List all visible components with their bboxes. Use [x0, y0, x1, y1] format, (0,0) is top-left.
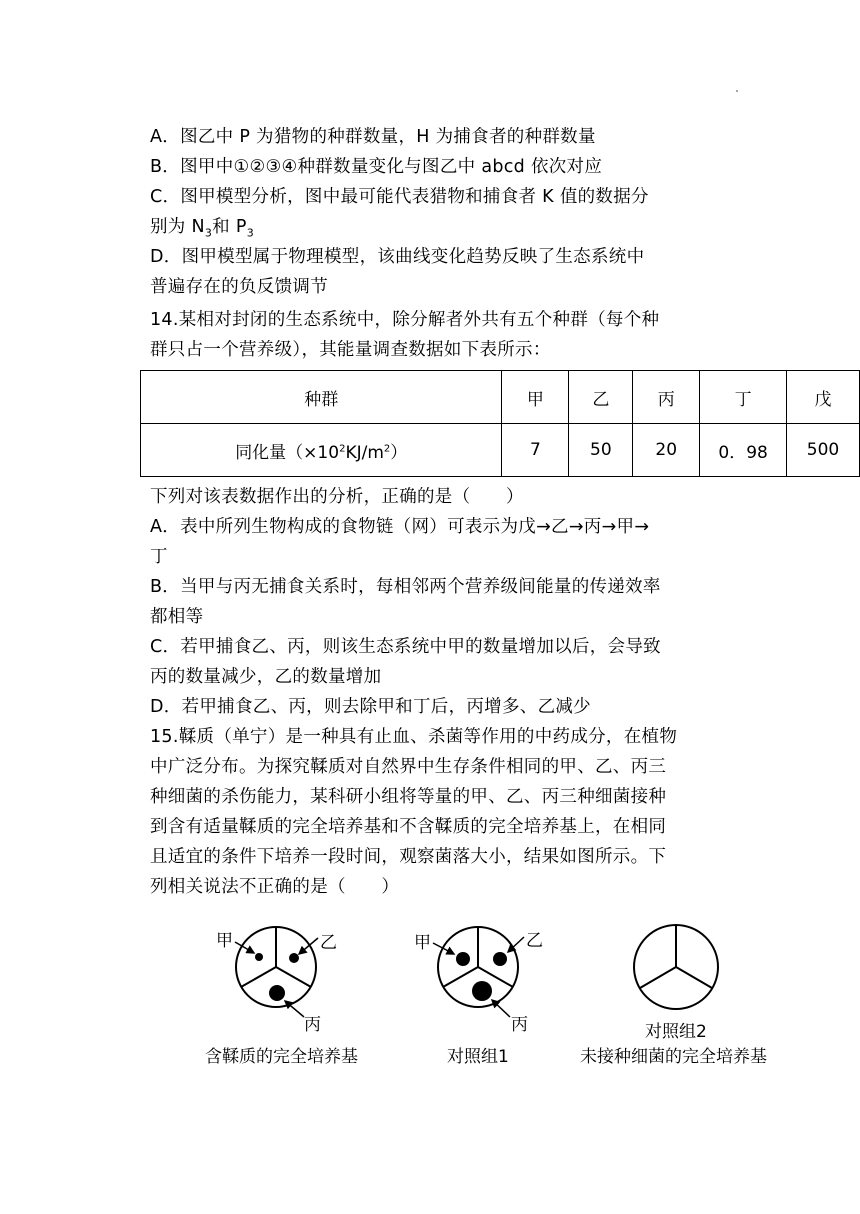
label-bing: 丙	[304, 1015, 321, 1035]
table-cell: 0．98	[700, 424, 787, 477]
table-header-cell: 种群	[141, 371, 502, 424]
q14-option-c-line2: 丙的数量减少，乙的数量增加	[150, 667, 382, 687]
dish-control-1	[414, 927, 543, 1035]
label-yi: 乙	[320, 933, 337, 953]
table-header-cell: 丁	[700, 371, 787, 424]
q13-option-c-line2: 别为 $N_3$和 $P_3$	[150, 217, 254, 240]
colony-jia	[456, 952, 470, 966]
q13-option-b: B．图甲中①②③④种群数量变化与图乙中 abcd 依次对应	[150, 157, 603, 177]
q14-stem-line1: 14.某相对封闭的生态系统中，除分解者外共有五个种群（每个种	[150, 310, 660, 330]
q15-stem-line4: 到含有适量鞣质的完全培养基和不含鞣质的完全培养基上，在相同	[150, 817, 667, 837]
q15-stem-line6: 列相关说法不正确的是（ ）	[150, 877, 400, 897]
table-header-cell: 丙	[633, 371, 700, 424]
colony-yi	[289, 953, 299, 963]
colony-bing	[472, 981, 492, 1001]
q14-option-b-line2: 都相等	[150, 607, 204, 627]
caption-control-1: 对照组1	[447, 1047, 509, 1067]
q14-option-d: D．若甲捕食乙、丙，则去除甲和丁后，丙增多、乙减少	[150, 697, 591, 717]
q15-stem-line3: 种细菌的杀伤能力，某科研小组将等量的甲、乙、丙三种细菌接种	[150, 787, 667, 807]
colony-yi	[493, 952, 507, 966]
q13-option-d-line2: 普遍存在的负反馈调节	[150, 277, 328, 297]
q15-stem-line1: 15.鞣质（单宁）是一种具有止血、杀菌等作用的中药成分，在植物	[150, 727, 678, 747]
dish-control-2	[634, 925, 718, 1009]
colony-jia	[255, 953, 263, 961]
table-cell: 20	[633, 424, 700, 477]
caption-with-tannin: 含鞣质的完全培养基	[205, 1047, 358, 1067]
table-cell: 7	[502, 424, 569, 477]
label-jia: 甲	[216, 931, 233, 951]
caption-control-2: 对照组2	[645, 1022, 707, 1042]
table-header-cell: 甲	[502, 371, 569, 424]
table-row-label: 同化量$(\times 10^2KJ/m^2)$	[141, 424, 502, 477]
table-row	[141, 424, 860, 477]
table-cell: 50	[569, 424, 633, 477]
q13-option-c-line1: C．图甲模型分析，图中最可能代表猎物和捕食者 K 值的数据分	[150, 187, 649, 207]
scan-speck	[736, 90, 738, 92]
q15-stem-line2: 中广泛分布。为探究鞣质对自然界中生存条件相同的甲、乙、丙三	[150, 757, 667, 777]
table-header-cell: 乙	[569, 371, 633, 424]
q15-stem-line5: 且适宜的条件下培养一段时间，观察菌落大小，结果如图所示。下	[150, 847, 667, 867]
table-header-row	[141, 371, 860, 424]
table-cell: 500	[787, 424, 860, 477]
q14-option-a-line2: 丁	[150, 547, 168, 567]
dish-with-tannin	[216, 927, 337, 1035]
q13-option-a: A．图乙中 P 为猎物的种群数量，H 为捕食者的种群数量	[150, 127, 596, 147]
table-header-cell: 戊	[787, 371, 860, 424]
label-jia: 甲	[414, 933, 431, 953]
q14-option-b-line1: B．当甲与丙无捕食关系时，每相邻两个营养级间能量的传递效率	[150, 577, 661, 597]
label-yi: 乙	[526, 931, 543, 951]
colony-bing	[269, 985, 285, 1001]
q14-question: 下列对该表数据作出的分析，正确的是（ ）	[150, 487, 524, 507]
energy-table	[140, 370, 860, 477]
q14-option-a-line1: A．表中所列生物构成的食物链（网）可表示为戊→乙→丙→甲→	[150, 517, 650, 537]
q14-option-c-line1: C．若甲捕食乙、丙，则该生态系统中甲的数量增加以后，会导致	[150, 637, 661, 657]
label-bing: 丙	[511, 1015, 528, 1035]
q14-stem-line2: 群只占一个营养级），其能量调查数据如下表所示：	[150, 340, 551, 360]
q13-option-d-line1: D．图甲模型属于物理模型，该曲线变化趋势反映了生态系统中	[150, 247, 645, 267]
caption-no-inoculation: 未接种细菌的完全培养基	[580, 1047, 767, 1067]
